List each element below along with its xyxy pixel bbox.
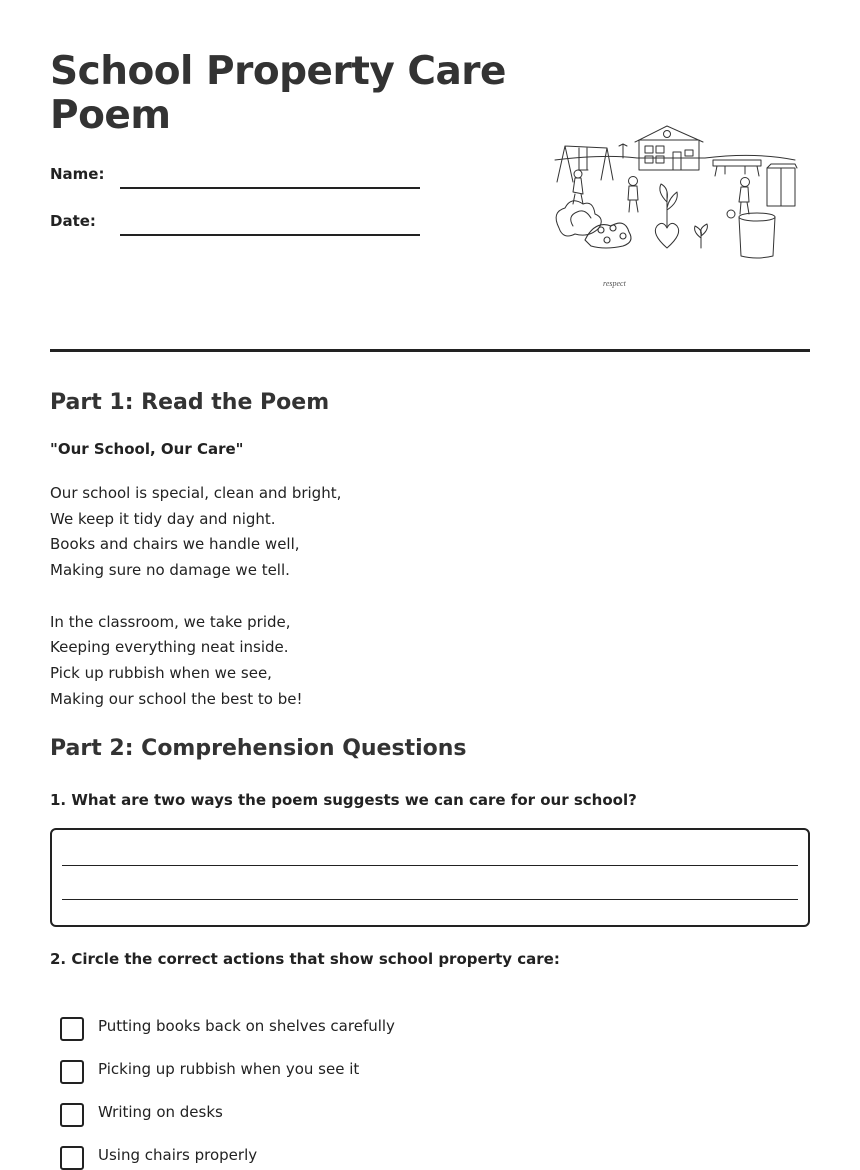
date-line[interactable] xyxy=(120,234,420,236)
option-label: Putting books back on shelves carefully xyxy=(98,1017,395,1035)
poem-stanza-2 xyxy=(50,610,341,713)
poem-line: We keep it tidy day and night. xyxy=(50,509,276,528)
poem-line: Pick up rubbish when we see, xyxy=(50,663,272,682)
ball-icon xyxy=(727,210,735,218)
option-label: Picking up rubbish when you see it xyxy=(98,1060,360,1078)
option-label: Writing on desks xyxy=(98,1103,223,1121)
option-checkbox[interactable] xyxy=(60,1017,84,1041)
trash-can-icon xyxy=(739,213,775,258)
answer-line xyxy=(62,899,798,900)
school-playground-illustration xyxy=(545,122,803,294)
child-walking-icon xyxy=(628,177,638,213)
hill-line xyxy=(555,155,795,160)
name-field xyxy=(50,163,420,189)
question-2: 2. Circle the correct actions that show school property care: xyxy=(50,950,560,968)
poem-line: Keeping everything neat inside. xyxy=(50,638,289,657)
part1-heading: Part 1: Read the Poem xyxy=(50,390,330,415)
school-building-icon xyxy=(635,126,703,170)
part2-heading: Part 2: Comprehension Questions xyxy=(50,736,467,761)
small-tree-icon xyxy=(619,144,627,158)
flowers-icon xyxy=(585,223,631,248)
illustration-caption: respect xyxy=(603,279,626,288)
swing-set-icon xyxy=(557,146,613,182)
poem-title: "Our School, Our Care" xyxy=(50,440,244,458)
option-checkbox[interactable] xyxy=(60,1146,84,1170)
sprout-icon xyxy=(695,224,708,248)
question-1-answer-box[interactable] xyxy=(50,828,810,927)
child-swinging-icon xyxy=(573,170,583,204)
poem-body xyxy=(50,481,341,712)
recycling-bins-icon xyxy=(767,164,797,206)
answer-line xyxy=(62,865,798,866)
picnic-tables-icon xyxy=(713,160,761,176)
worksheet-title: School Property Care Poem xyxy=(50,49,506,138)
child-with-bin-icon xyxy=(739,178,750,215)
poem-line: Our school is special, clean and bright, xyxy=(50,484,342,502)
poem-line: Making sure no damage we tell. xyxy=(50,561,290,580)
date-field xyxy=(50,210,420,236)
name-label: Name: xyxy=(50,165,105,183)
date-label: Date: xyxy=(50,212,96,230)
option-checkbox[interactable] xyxy=(60,1060,84,1084)
poem-line: In the classroom, we take pride, xyxy=(50,612,291,631)
poem-line: Books and chairs we handle well, xyxy=(50,535,300,554)
question-1: 1. What are two ways the poem suggests we can care for our school? xyxy=(50,791,637,809)
option-checkbox[interactable] xyxy=(60,1103,84,1127)
poem-line: Making our school the best to be! xyxy=(50,689,303,708)
name-line[interactable] xyxy=(120,187,420,189)
plant-heart-icon xyxy=(655,184,678,248)
poem-stanza-1 xyxy=(50,481,341,584)
bushes-icon xyxy=(556,201,601,236)
header-divider xyxy=(50,349,810,352)
option-label: Using chairs properly xyxy=(98,1146,258,1164)
